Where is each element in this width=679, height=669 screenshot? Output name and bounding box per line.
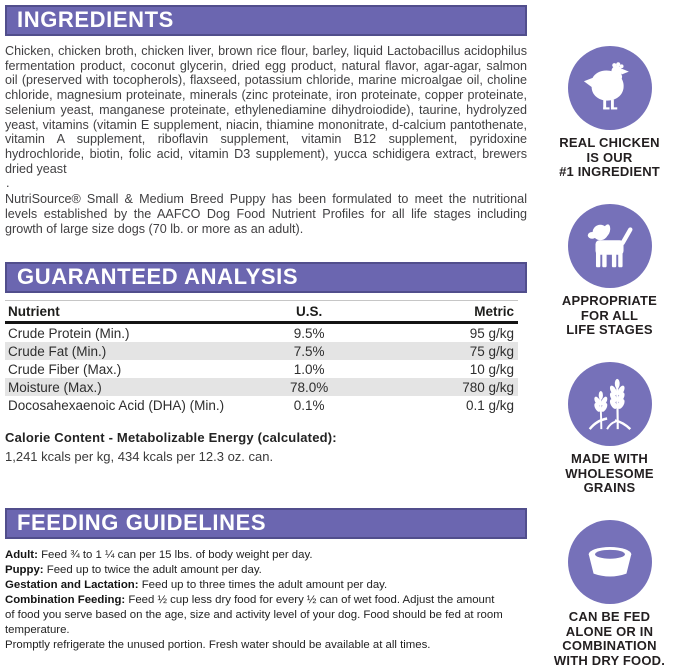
calorie-content-values: 1,241 kcals per kg, 434 kcals per 12.3 oz. can. [5, 449, 274, 464]
cell-metric: 75 g/kg [469, 343, 514, 359]
caption-line: #1 INGREDIENT [559, 164, 660, 179]
cell-us: 9.5% [293, 325, 325, 341]
feeding-line-label: Puppy: [5, 564, 47, 576]
feeding-title: FEEDING GUIDELINES [17, 510, 267, 535]
feeding-line [5, 593, 527, 608]
bowl-icon [568, 520, 652, 604]
feeding-line-label: Adult: [5, 549, 42, 561]
feeding-line-text: Promptly refrigerate the unused portion. Fresh water should be available at all times. [5, 639, 431, 651]
cell-metric: 95 g/kg [469, 325, 514, 341]
feeding-line-text: of food you serve based on the age, size and activity level of your dog. Food should be fed at room temperature. [5, 609, 503, 636]
header-metric: Metric [373, 301, 518, 323]
feeding-line [5, 608, 527, 638]
feeding-line-text: Feed up to three times the adult amount per day. [141, 579, 388, 591]
cell-nutrient: Crude Fat (Min.) [8, 343, 107, 359]
caption-line: IS OUR [586, 149, 633, 165]
aafco-statement: NutriSource® Small & Medium Breed Puppy has been formulated to meet the nutritional levels established by the AAFCO Dog Food Nutrient Profiles for all life stages including growth of large size dogs (70 lb. or more as an adult). [5, 192, 527, 236]
puppy-icon [568, 204, 652, 288]
feeding-line-label: Combination Feeding: [5, 594, 129, 606]
header-us: U.S. [245, 301, 373, 323]
chicken-icon [568, 46, 652, 130]
feeding-line [5, 548, 527, 563]
cell-us: 1.0% [293, 361, 325, 377]
feeding-line-text: Feed ½ cup less dry food for every ½ can of wet food. Adjust the amount [128, 594, 495, 606]
cell-metric: 780 g/kg [462, 379, 514, 395]
caption-line: CAN BE FED [568, 609, 651, 624]
analysis-table [5, 300, 518, 414]
cell-us: 0.1% [293, 397, 325, 413]
caption-line: APPROPRIATE [561, 293, 658, 308]
table-row [5, 396, 518, 414]
benefit-badges-rail [540, 0, 679, 669]
feeding-line [5, 563, 527, 578]
feeding-line-text: Feed up to twice the adult amount per day. [46, 564, 262, 576]
table-row [5, 323, 518, 343]
badge-caption [540, 136, 679, 180]
caption-line: WITH DRY FOOD. [553, 652, 666, 668]
feeding-line [5, 578, 527, 593]
cell-nutrient: Moisture (Max.) [8, 379, 102, 395]
badge-combination-feeding [540, 520, 679, 668]
cell-us: 7.5% [293, 343, 325, 359]
table-row [5, 378, 518, 396]
feeding-header-bar [5, 508, 527, 539]
feeding-line-label: Gestation and Lactation: [5, 579, 142, 591]
ingredients-header-bar [5, 5, 527, 36]
caption-line: GRAINS [583, 480, 636, 495]
caption-line: REAL CHICKEN [559, 135, 660, 150]
badge-life-stages [540, 204, 679, 338]
ingredients-text: Chicken, chicken broth, chicken liver, brown rice flour, barley, liquid Lactobacillus acidophilus fermentation product, coconut glycerin, dried egg product, natural flavor, agar-agar, salmon oil (preserved with tocopherols), flaxseed, potassium chloride, marine microalgae oil, choline chloride, magnesium proteinate, minerals (zinc proteinate, iron proteinate, copper proteinate, selenium yeast, manganese proteinate, ethylenediamine dihydroiodide), taurine, hydrolyzed yeast, vitamins (vitamin E supplement, niacin, thiamine mononitrate, d-calcium pantothenate, vitamin A supplement, riboflavin supplement, vitamin B12 supplement, pyridoxine hydrochloride, biotin, folic acid, vitamin D3 supplement), yucca schidigera extract, brewers dried yeast [5, 44, 527, 176]
header-nutrient: Nutrient [5, 301, 245, 323]
caption-line: COMBINATION [562, 638, 657, 653]
badge-wholesome-grains [540, 362, 679, 496]
cell-metric: 10 g/kg [469, 361, 514, 377]
analysis-title: GUARANTEED ANALYSIS [17, 264, 299, 289]
orphan-period: . [6, 176, 10, 191]
analysis-header-bar [5, 262, 527, 293]
caption-line: LIFE STAGES [566, 322, 653, 337]
feeding-line [5, 638, 527, 653]
badge-caption [540, 294, 679, 338]
cell-us: 78.0% [290, 379, 329, 395]
feeding-line-text: Feed ¾ to 1 ¼ can per 15 lbs. of body weight per day. [41, 549, 313, 561]
ingredients-title: INGREDIENTS [17, 7, 174, 32]
cell-nutrient: Crude Protein (Min.) [8, 325, 130, 341]
table-row [5, 342, 518, 360]
guaranteed-analysis-section [5, 262, 527, 464]
caption-line: ALONE OR IN [565, 623, 654, 639]
cell-metric: 0.1 g/kg [465, 397, 514, 413]
badge-caption [540, 610, 679, 668]
calorie-content-heading: Calorie Content - Metabolizable Energy (calculated): [5, 430, 337, 445]
feeding-text [5, 548, 527, 653]
cell-nutrient: Docosahexaenoic Acid (DHA) (Min.) [8, 397, 225, 413]
caption-line: MADE WITH [571, 451, 648, 466]
ingredients-section [5, 5, 527, 236]
cell-nutrient: Crude Fiber (Max.) [8, 361, 122, 377]
badge-real-chicken [540, 46, 679, 180]
table-header-row [5, 301, 518, 323]
wheat-icon [568, 362, 652, 446]
caption-line: FOR ALL [580, 307, 639, 323]
badge-caption [540, 452, 679, 496]
feeding-guidelines-section [5, 508, 527, 653]
table-row [5, 360, 518, 378]
caption-line: WHOLESOME [565, 465, 654, 481]
